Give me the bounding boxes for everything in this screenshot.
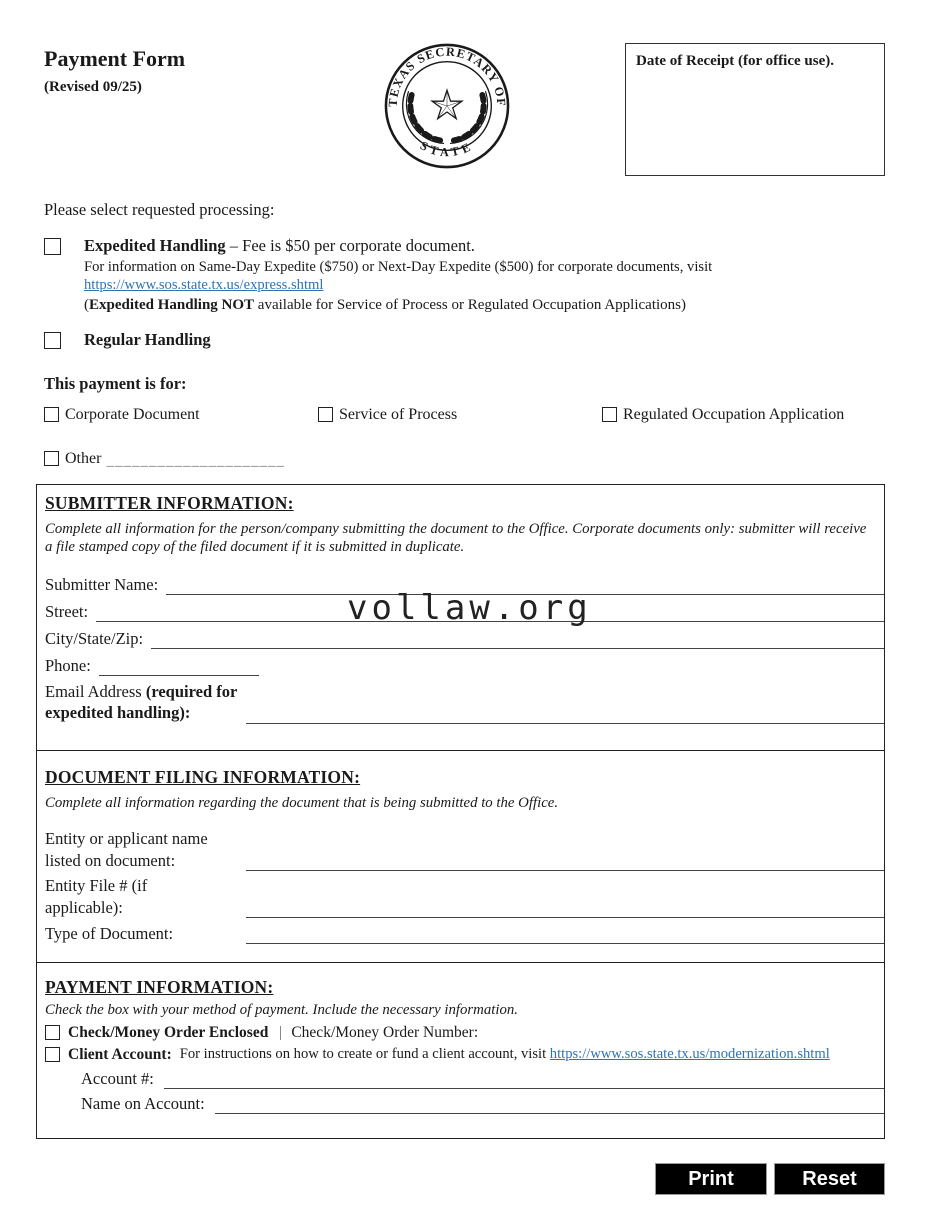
expedited-handling-label-line [84,236,712,256]
payment-for-options [44,406,885,424]
vertical-divider [280,1026,281,1040]
expedited-handling-checkbox[interactable] [44,238,61,255]
account-number-row [81,1067,876,1089]
reset-button[interactable]: Reset [774,1163,885,1195]
entity-name-label: Entity or applicant name listed on document: [45,829,208,870]
expedited-handling-label: Expedited Handling [84,236,226,255]
email-label: Email Address (required for expedited handling): [45,681,238,723]
entity-file-label: Entity File # (if applicable): [45,876,148,917]
filing-heading: DOCUMENT FILING INFORMATION: [45,766,361,787]
watermark-text: vollaw.org [347,588,592,628]
city-state-zip-label: City/State/Zip: [45,628,144,648]
submitter-description: Complete all information for the person/company submitting the document to the Office. Corporate documents only: submitter will receive a file stamped copy of the filed document if it is submitted in duplicate. [45,521,867,556]
note-open-paren: ( [84,297,89,313]
email-label-bold: (required for expedited handling): [45,681,238,723]
name-on-account-row [81,1092,876,1114]
expedited-handling-option [44,236,885,314]
filing-description: Complete all information regarding the document that is being submitted to the Office. [45,794,559,811]
submitter-heading: SUBMITTER INFORMATION: [45,493,294,513]
submitter-name-label: Submitter Name: [45,574,159,594]
corporate-document-label: Corporate Document [65,406,200,423]
svg-text:STATE [418,138,476,159]
city-state-zip-row [45,627,876,649]
note-bold-text: Expedited Handling NOT [89,297,255,313]
corporate-document-option [44,406,318,424]
service-of-process-checkbox[interactable] [318,407,333,422]
street-input[interactable] [96,600,884,622]
print-button[interactable]: Print [655,1163,767,1195]
other-label: Other [65,450,102,467]
client-account-info: For instructions on how to create or fund a client account, visit https://www.sos.state.tx.us/modernization.shtml [179,1045,830,1062]
check-money-order-label: Check/Money Order Enclosed [68,1023,269,1041]
express-link[interactable]: https://www.sos.state.tx.us/express.shtml [84,277,324,293]
processing-prompt: Please select requested processing: [44,200,275,219]
email-input[interactable] [246,702,884,724]
entity-name-input[interactable] [246,849,884,871]
entity-file-row [45,875,876,918]
payment-description: Check the box with your method of payment. Include the necessary information. [45,1002,518,1019]
header [0,0,943,200]
check-number-label: Check/Money Order Number: [291,1023,479,1041]
section-divider [37,750,884,751]
email-row [45,681,876,724]
street-label: Street: [45,601,89,621]
section-divider [37,962,884,963]
entity-name-row [45,828,876,871]
check-money-order-row [45,1024,876,1042]
seal-top-text: TEXAS SECRETARY OF [385,44,509,108]
processing-section [44,200,885,470]
document-type-row [45,922,876,944]
document-type-label: Type of Document: [45,923,174,943]
regulated-occupation-checkbox[interactable] [602,407,617,422]
regular-handling-checkbox[interactable] [44,332,61,349]
city-state-zip-input[interactable] [151,627,884,649]
submitter-name-row [45,573,876,595]
service-of-process-option [318,406,602,424]
check-money-order-checkbox[interactable] [45,1025,60,1040]
name-on-account-label: Name on Account: [81,1093,205,1113]
regulated-occupation-option [602,406,885,424]
other-option [44,450,885,470]
entity-file-input[interactable] [246,896,884,918]
phone-label: Phone: [45,655,91,675]
submitter-section [45,493,876,750]
expedited-handling-fee-text: – Fee is $50 per corporate document. [225,236,475,255]
page-title: Payment Form [44,46,186,71]
expedited-note [84,297,712,314]
form-box [36,484,885,1139]
title-block [44,46,185,96]
client-account-row [45,1046,876,1064]
other-blank-field[interactable]: _____________________ [106,453,285,469]
filing-section [45,767,876,962]
phone-input[interactable] [99,654,259,676]
street-row [45,600,876,622]
client-account-label: Client Account: [68,1045,172,1063]
corporate-document-checkbox[interactable] [44,407,59,422]
payment-section [45,977,876,1137]
regulated-occupation-label: Regulated Occupation Application [623,406,845,423]
expedited-info-text: For information on Same-Day Expedite ($750) or Next-Day Expedite ($500) for corporate documents, visit [84,259,713,275]
submitter-name-input[interactable] [166,573,884,595]
document-type-input[interactable] [246,922,884,944]
payment-heading: PAYMENT INFORMATION: [45,977,274,998]
other-checkbox[interactable] [44,451,59,466]
expedited-handling-body [84,236,712,314]
client-account-checkbox[interactable] [45,1047,60,1062]
modernization-link[interactable]: https://www.sos.state.tx.us/modernization.shtml [549,1045,830,1062]
name-on-account-input[interactable] [215,1092,884,1114]
texas-secretary-of-state-seal-icon [383,42,511,170]
service-of-process-label: Service of Process [339,406,458,423]
regular-handling-label: Regular Handling [84,330,211,349]
account-number-input[interactable] [164,1067,884,1089]
revision-label: (Revised 09/25) [44,79,142,95]
regular-handling-option [44,330,885,350]
account-number-label: Account #: [81,1068,154,1088]
seal-bottom-text: STATE [417,138,477,160]
phone-row [45,654,876,676]
date-of-receipt-box [625,43,885,176]
payment-for-heading: This payment is for: [44,374,187,393]
date-of-receipt-label: Date of Receipt (for office use). [636,53,834,69]
note-rest-text: available for Service of Process or Regulated Occupation Applications) [254,297,686,313]
